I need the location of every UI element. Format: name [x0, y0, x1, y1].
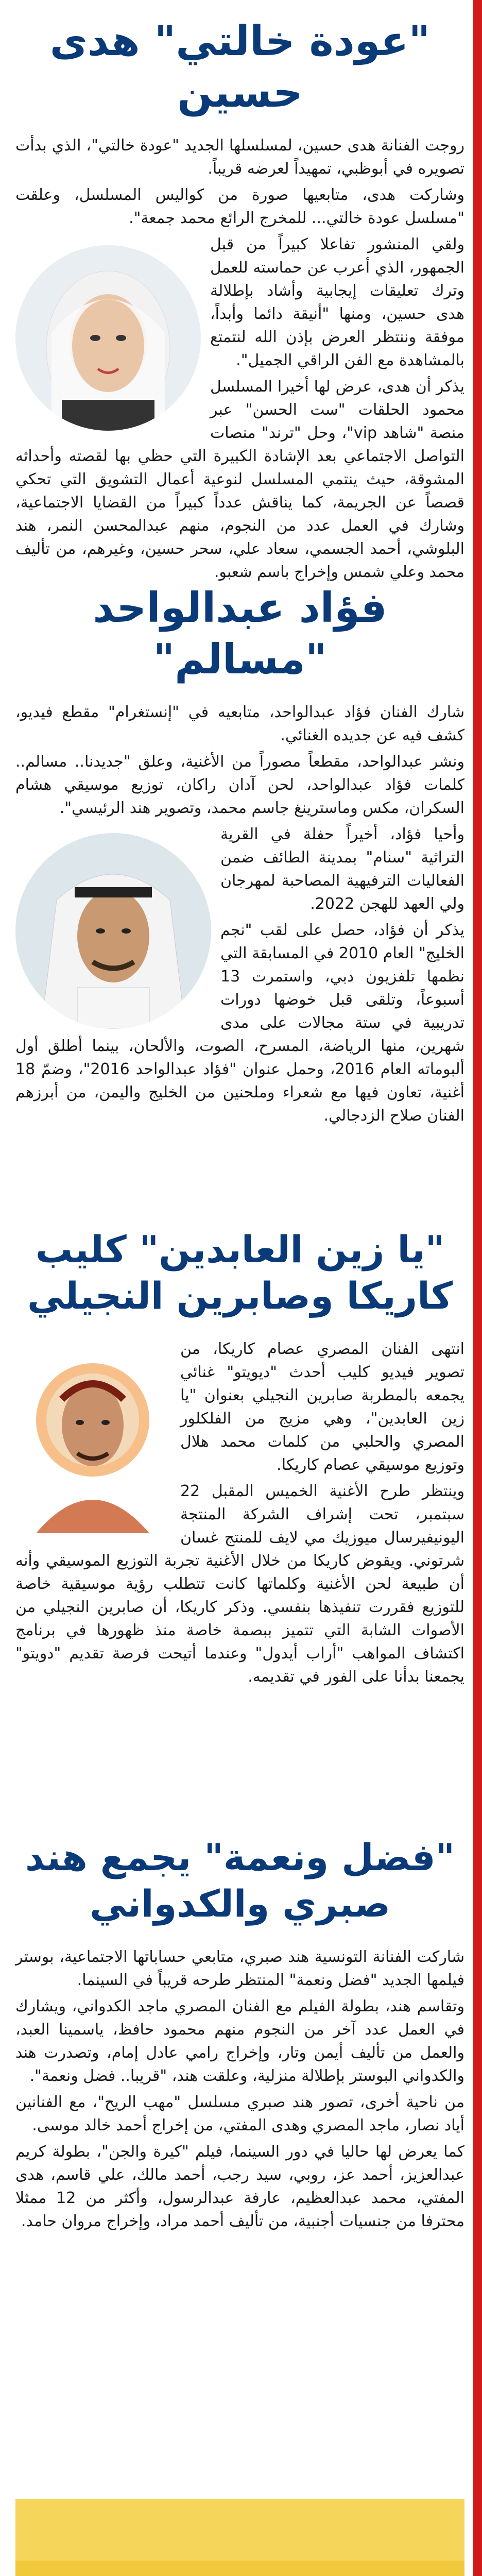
paragraph: روجت الفنانة هدى حسين، لمسلسلها الجديد "عودة خالتي"، الذي بدأت تصويره في أبوظبي، تمهيداً لعرضه قريباً. [15, 137, 464, 178]
headline: "فضل ونعمة" يجمع هند صبري والكدواني [25, 1836, 455, 1925]
article-hind-sabri [15, 1834, 464, 2236]
paragraph: وتقاسم هند، بطولة الفيلم مع الفنان المصري ماجد الكدواني، ويشارك في العمل عدد آخر من النجوم منهم محمود حافظ، ياسمينا العبد، والعمل من تأليف أيمن وتار، وإخراج رامي عادل إمام، وتصدرت هند والكدواني البوستر بإطلالة منزلية، وعلقت هند، "قريبا.. فضل ونعمة". [15, 1997, 464, 2085]
news-column [15, 0, 464, 2576]
headline: "يا زين العابدين" كليب كاريكا وصابرين النجيلي [27, 1228, 453, 1317]
portrait-woman-headscarf-icon [15, 245, 201, 431]
paragraph: شاركت الفنانة التونسية هند صبري، متابعي حساباتها الاجتماعية، بوستر فيلمها الجديد "فضل ونعمة" المنتظر طرحه قريباً في السينما. [15, 1948, 464, 1989]
portrait-man-ghutra-icon [15, 833, 211, 1029]
paragraph: ونشر عبدالواحد، مقطعاً مصوراً من الأغنية، وعلق "جديدنا.. مسالم.. كلمات فؤاد عبدالواحد، لحن آدان راكان، توزيع موسيقي هشام السكران، مكس وماسترينغ جاسم محمد، وتصوير هند الرئيسي". [15, 753, 464, 817]
article-fouad-abdulwahed [15, 582, 464, 1130]
paragraph: شارك الفنان فؤاد عبدالواحد، متابعيه في "إنستغرام" مقطع فيديو، كشف فيه عن جديده الغنائي. [15, 703, 464, 744]
article-karika-sabreen [15, 1226, 464, 1691]
paragraph: يذكر أن هدى، عرض لها أخيرا المسلسل محمود الحلقات "ست الحسن" عبر منصة "شاهد vip"، وحل "ترند" منصات التواصل الاجتماعي بعد الإشادة الكبيرة التي حظي بها لقصته وأحداثه المشوقة، حيث ينتمي المسلسل لنوعية أعمال التشويق التي تحكي قصصاً عن الجريمة، كما يناقش عدداً كبيراً من القضايا الاجتماعية، وشارك في العمل عدد من النجوم، منهم عبدالمحسن النمر، هند البلوشي، أحمد الجسمي، سعاد علي، سحر حسين، وغيرهم، من تأليف محمد وعلي شمس وإخراج باسم شعبو. [15, 378, 464, 581]
paragraph: وشاركت هدى، متابعيها صورة من كواليس المسلسل، وعلقت "مسلسل عودة خالتي... للمخرج الرائع محمد جمعة". [15, 186, 464, 227]
red-accent-strip [473, 0, 482, 2576]
paragraph: كما يعرض لها حاليا في دور السينما، فيلم "كيرة والجن"، بطولة كريم عبدالعزيز، أحمد عز، روبي، سيد رجب، أحمد مالك، علي قاسم، هدى المفتي، محمد عبدالعظيم، عارفة عبدالرسول، وأكثر من 12 ممثلا محترفا من جنسيات أجنبية، من تأليف أحمد مراد، وإخراج مروان حامد. [15, 2143, 464, 2230]
paragraph: وينتظر طرح الأغنية الخميس المقبل 22 سبتمبر، تحت إشراف الشركة المنتجة اليونيفيرسال ميوزيك مي لايف للمنتج غسان شرتوني. ويقوض كاريكا من خلال الأغنية تجربة التوزيع الموسيقي وأنه أن طبيعة لحن الأغنية وكلماتها كانت تتطلب رؤية موسيقية خاصة للتوزيع فقررت تنفيذها بنفسي. وذكر كاريكا، أن صابرين النجيلي من الأصوات الشابة التي تتميز ببصمة خاصة منذ ظهورها في برنامج اكتشاف المواهب "أراب أيدول" وعندما أتيحت فرصة تقديم "دويتو" يجمعنا بدأنا على الفور في تقديمه. [15, 1482, 464, 1686]
paragraph: من ناحية أخرى، تصور هند صبري مسلسل "مهب الريح"، مع الفنانين أياد نصار، ماجد المصري وهدى المفتي، من إخراج أحمد خالد موسى. [15, 2093, 464, 2134]
headline: فؤاد عبدالواحد "مسالم" [93, 584, 387, 683]
article-huda-hussein [15, 15, 464, 587]
paragraph: وأحيا فؤاد، أخيراً حفلة في القرية التراثية "سنام" بمدينة الطائف ضمن الفعاليات الترفيهية المصاحبة لمهرجان ولي العهد للهجن 2022. [220, 825, 464, 913]
movie-poster-couple-icon [15, 2499, 464, 2576]
paragraph: ولقي المنشور تفاعلا كبيراً من قبل الجمهور، الذي أعرب عن حماسته للعمل وترك تعليقات إيجابية وأشاد بإطلالة هدى حسين، ومنها "أنيقة دائما وأبداً، موفقة وننتظر العرض بإذن الله لنتمتع بالمشاهدة مع الفن الراقي الجميل". [210, 235, 464, 369]
paragraph: يذكر أن فؤاد، حصل على لقب "نجم الخليج" العام 2010 في المسابقة التي نظمها تلفزيون دبي، واستمرت 13 أسبوعاً، وتلقى قبل خوضها دورات تدريبية في ستة مجالات على مدى شهرين، منها الرياضة، المسرح، الصوت، والألحان، بينما أطلق أول ألبوماته العام 2016، وحمل عنوان "فؤاد عبدالواحد 2016"، وضمّ 18 أغنية، تعاون فيها مع شعراء وملحنين من الخليج واليمن، من أبرزهم الفنان صلاح الزدجالي. [15, 921, 464, 1125]
headline: "عودة خالتي" هدى حسين [49, 17, 431, 116]
paragraph: انتهى الفنان المصري عصام كاريكا، من تصوير فيديو كليب أحدث "ديويتو" غنائي يجمعه بالمطربة صابرين النجيلي بعنوان "يا زين العابدين"، وهي مزيج من الفلكلور المصري والحلبي من كلمات محمد هلال وتوزيع موسيقي عصام كاريكا. [180, 1340, 464, 1474]
portrait-man-sketch-icon [15, 1337, 170, 1533]
